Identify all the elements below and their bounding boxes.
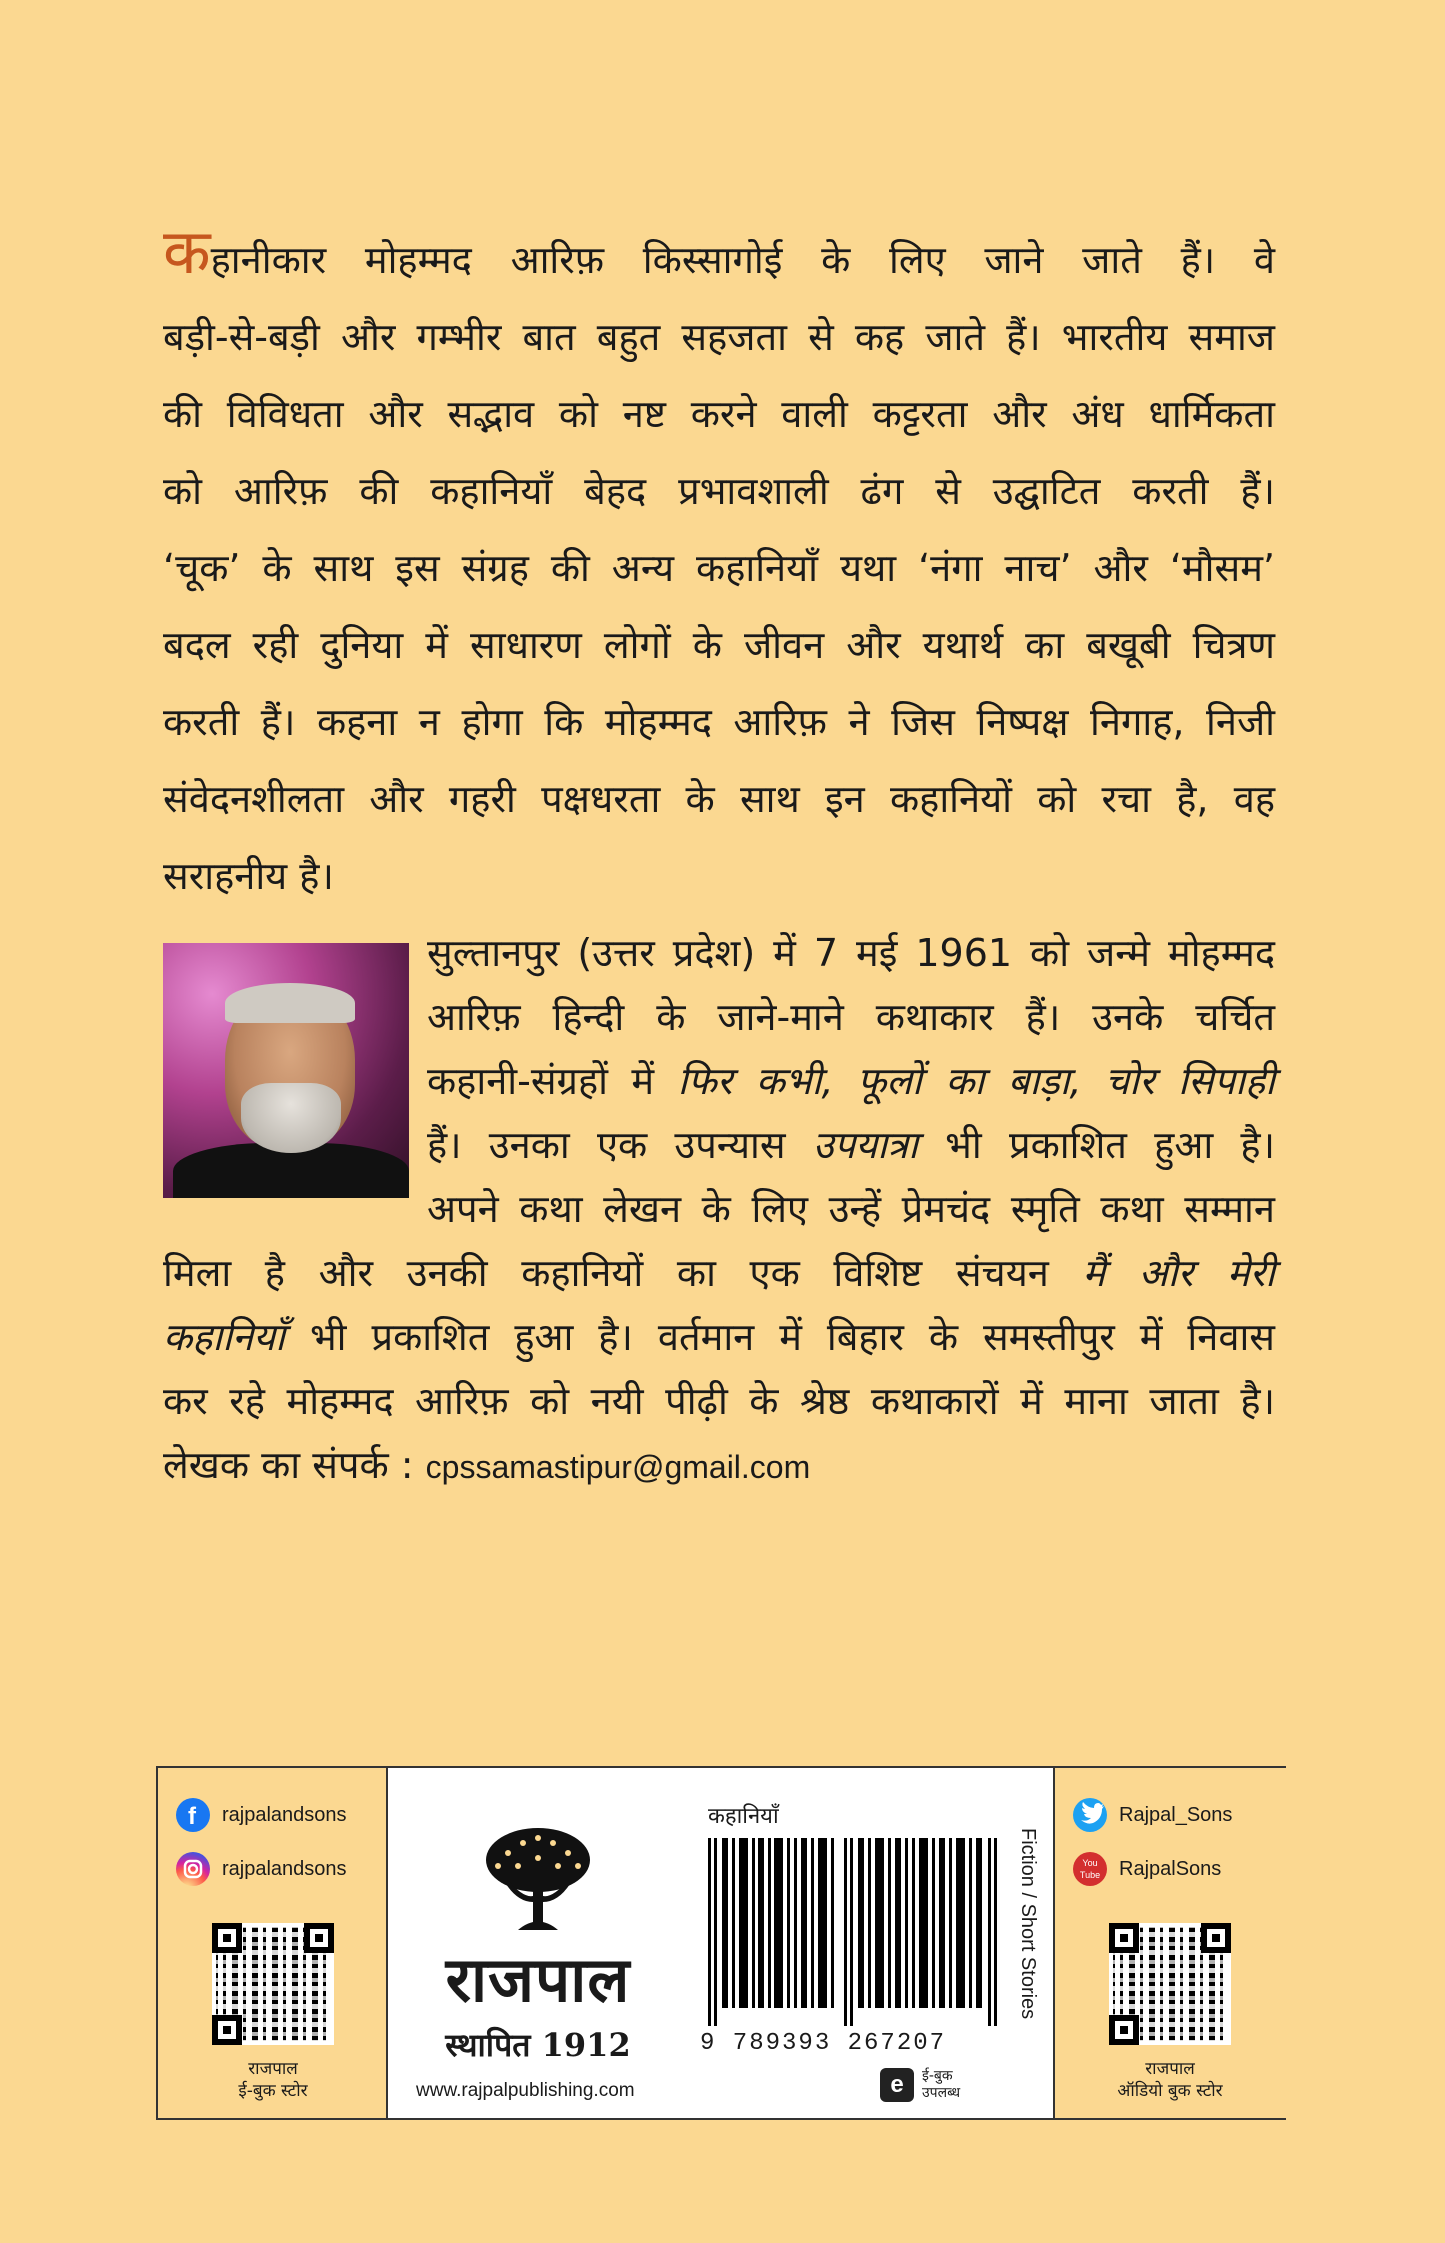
panel-right [1053,1768,1286,2118]
bio-line: कर रहे मोहम्मद आरिफ़ को नयी पीढ़ी के श्रेष्ठ कथाकारों में माना जाता है। [163,1379,1275,1423]
contact-line [163,1437,810,1496]
isbn-digits: 9 789393 267207 [700,2030,947,2057]
bio-line: कहानी-संग्रहों में फिर कभी, फूलों का बाड़ा, चोर सिपाही [427,1059,1275,1103]
blurb-line: संवेदनशीलता और गहरी पक्षधरता के साथ इन कहानियों को रचा है, वह [163,777,1275,821]
genre-english: Fiction / Short Stories [1017,1828,1039,2020]
publisher-panel [156,1766,1286,2120]
author-photo [163,943,409,1198]
facebook-icon [176,1798,210,1832]
bio-line: आरिफ़ हिन्दी के जाने-माने कथाकार हैं। उनके चर्चित [427,995,1275,1039]
publisher-logo-name: राजपाल [445,1943,631,2016]
youtube-link[interactable]: You Tube RajpalSons [1073,1852,1221,1886]
publisher-website[interactable]: www.rajpalpublishing.com [416,2080,635,2101]
bio-line: अपने कथा लेखन के लिए उन्हें प्रेमचंद स्मृति कथा सम्मान [427,1187,1275,1231]
bio-line: सुल्तानपुर (उत्तर प्रदेश) में 7 मई 1961 को जन्मे मोहम्मद [427,931,1275,975]
isbn-barcode [708,1838,998,2026]
genre-hindi: कहानियाँ [708,1804,779,1829]
panel-left [158,1768,388,2118]
instagram-link[interactable]: rajpalandsons [176,1852,347,1886]
panel-middle [388,1768,1053,2118]
contact-label: लेखक का संपर्क : [163,1443,414,1487]
blurb-line: करती हैं। कहना न होगा कि मोहम्मद आरिफ़ ने जिस निष्पक्ष निगाह, निजी [163,700,1275,744]
svg-text:f: f [188,1803,196,1830]
ebook-store-qr-code[interactable] [212,1923,334,2045]
publisher-established: स्थापित 1912 [445,2026,631,2064]
ebook-available: e ई-बुक उपलब्ध [880,2068,960,2102]
bio-line: मिला है और उनकी कहानियों का एक विशिष्ट संचयन मैं और मेरी [163,1251,1275,1295]
bio-line: कहानियाँ भी प्रकाशित हुआ है। वर्तमान में बिहार के समस्तीपुर में निवास [163,1315,1275,1359]
twitter-link[interactable]: Rajpal_Sons [1073,1798,1232,1832]
blurb-line: कहानीकार मोहम्मद आरिफ़ किस्सागोई के लिए जाने जाते हैं। वे [163,215,1275,288]
drop-cap: क [163,215,211,288]
blurb-line: को आरिफ़ की कहानियाँ बेहद प्रभावशाली ढंग से उद्घाटित करती हैं। [163,469,1275,513]
audiobook-store-caption: राजपाल ऑडियो बुक स्टोर [1117,2059,1223,2101]
blurb-line: की विविधता और सद्भाव को नष्ट करने वाली कट्टरता और अंध धार्मिकता [163,392,1275,436]
blurb-line: सराहनीय है। [163,854,334,898]
ebook-icon: e [880,2068,914,2102]
instagram-icon [176,1852,210,1886]
blurb-line: बड़ी-से-बड़ी और गम्भीर बात बहुत सहजता से कह जाते हैं। भारतीय समाज [163,315,1275,359]
contact-email[interactable]: cpssamastipur@gmail.com [425,1449,811,1485]
youtube-icon: You Tube [1073,1852,1107,1886]
book-blurb [163,215,1275,915]
banyan-tree-logo-icon [478,1818,598,1938]
blurb-line: ‘चूक’ के साथ इस संग्रह की अन्य कहानियाँ यथा ‘नंगा नाच’ और ‘मौसम’ [163,546,1275,590]
bio-line: हैं। उनका एक उपन्यास उपयात्रा भी प्रकाशित हुआ है। [427,1123,1275,1167]
blurb-line: बदल रही दुनिया में साधारण लोगों के जीवन और यथार्थ का बखूबी चित्रण [163,623,1275,667]
ebook-store-caption: राजपाल ई-बुक स्टोर [238,2059,308,2101]
facebook-link[interactable]: f rajpalandsons [176,1798,347,1832]
audiobook-store-qr-code[interactable] [1109,1923,1231,2045]
twitter-bird-icon [1073,1798,1107,1832]
